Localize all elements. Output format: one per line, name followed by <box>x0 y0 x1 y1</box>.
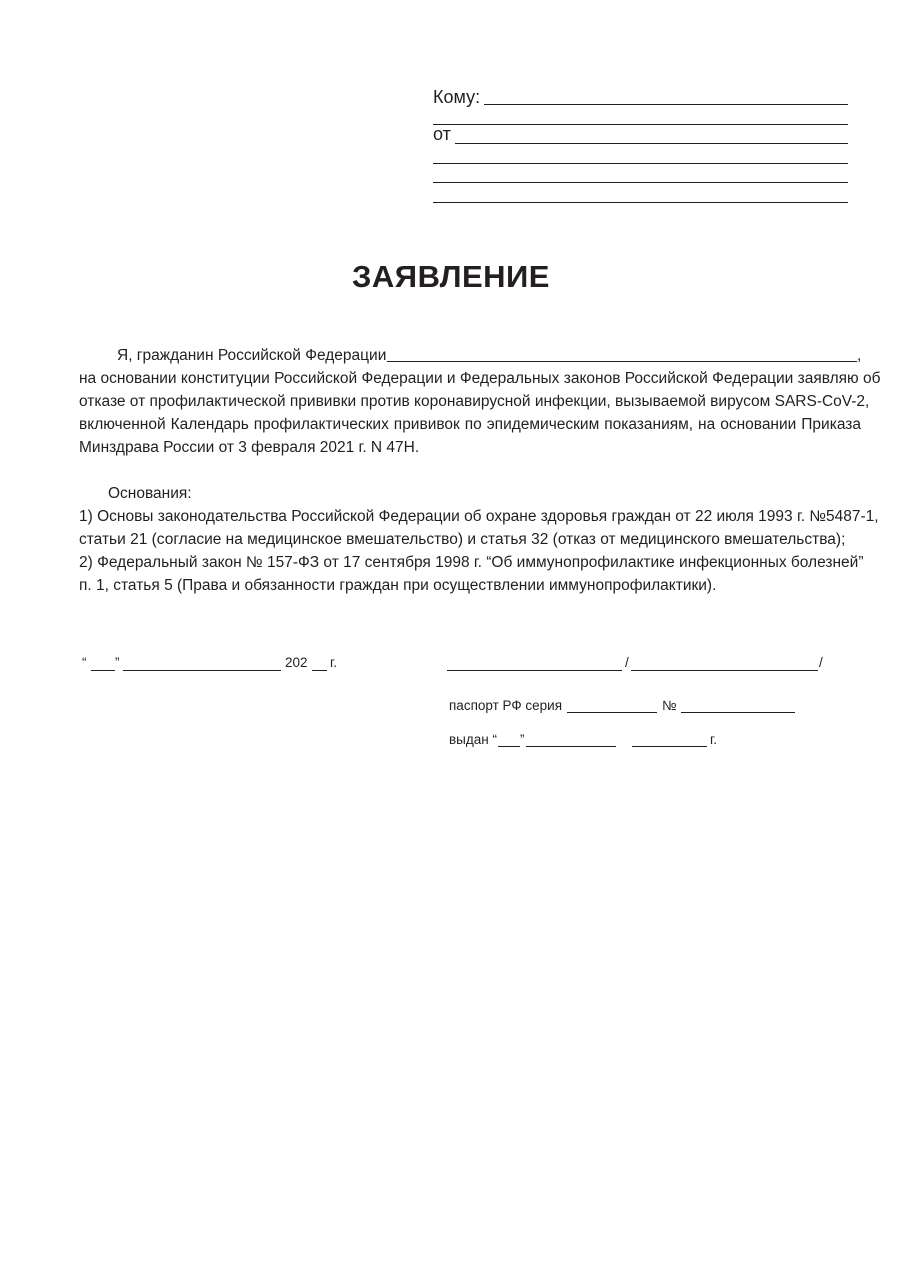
statement-line: отказе от профилактической прививки против коронавирусной инфекции, вызываемой вирусом SARS-CoV-2, <box>79 393 870 410</box>
issued-year-suffix: г. <box>710 732 718 747</box>
to-field-line[interactable] <box>484 104 848 105</box>
from-field-line-2[interactable] <box>433 163 848 164</box>
signature-line[interactable] <box>447 670 622 671</box>
date-close-quote: ” <box>115 655 120 670</box>
date-open-quote: “ <box>82 655 87 670</box>
from-field-line-4[interactable] <box>433 202 848 203</box>
statement-comma: , <box>857 347 862 364</box>
document-title: ЗАЯВЛЕНИЕ <box>352 259 550 294</box>
statement-line: включенной Календарь профилактических прививок по эпидемическим показаниям, на основании Приказа <box>79 416 861 433</box>
passport-number-sign: № <box>662 698 677 713</box>
issued-close-quote: ” <box>520 732 525 747</box>
signature-slash: / <box>625 655 629 670</box>
statement-intro: Я, гражданин Российской Федерации <box>117 347 387 364</box>
issued-year-line[interactable] <box>632 746 707 747</box>
issued-month-line[interactable] <box>526 746 616 747</box>
citizen-name-line[interactable] <box>387 361 857 362</box>
issued-day-line[interactable] <box>498 746 520 747</box>
date-month-line[interactable] <box>123 670 281 671</box>
grounds-line: 2) Федеральный закон № 157-ФЗ от 17 сентября 1998 г. “Об иммунопрофилактике инфекционных болезней” <box>79 554 864 571</box>
passport-label: паспорт РФ серия <box>449 698 563 713</box>
from-field-line-3[interactable] <box>433 182 848 183</box>
signature-name-line[interactable] <box>631 670 818 671</box>
from-field-line[interactable] <box>455 143 848 144</box>
passport-number-line[interactable] <box>681 712 795 713</box>
statement-line: на основании конституции Российской Федерации и Федеральных законов Российской Федерации заявляю об <box>79 370 881 387</box>
issued-label: выдан “ <box>449 732 497 747</box>
statement-line: Минздрава России от 3 февраля 2021 г. N 47Н. <box>79 439 420 456</box>
date-year-line[interactable] <box>312 670 327 671</box>
to-field-line-2[interactable] <box>433 124 848 125</box>
date-day-line[interactable] <box>91 670 115 671</box>
passport-series-line[interactable] <box>567 712 657 713</box>
date-year-suffix: г. <box>330 655 338 670</box>
grounds-heading: Основания: <box>108 485 192 502</box>
from-label: от <box>433 124 451 144</box>
signature-slash: / <box>819 655 823 670</box>
date-year-prefix: 202 <box>285 655 308 670</box>
grounds-line: п. 1, статья 5 (Права и обязанности граждан при осуществлении иммунопрофилактики). <box>79 577 717 594</box>
to-label: Кому: <box>433 87 481 107</box>
grounds-line: статьи 21 (согласие на медицинское вмешательство) и статья 32 (отказ от медицинского вмешательства); <box>79 531 846 548</box>
grounds-line: 1) Основы законодательства Российской Федерации об охране здоровья граждан от 22 июля 1993 г. №5487-1, <box>79 508 879 525</box>
